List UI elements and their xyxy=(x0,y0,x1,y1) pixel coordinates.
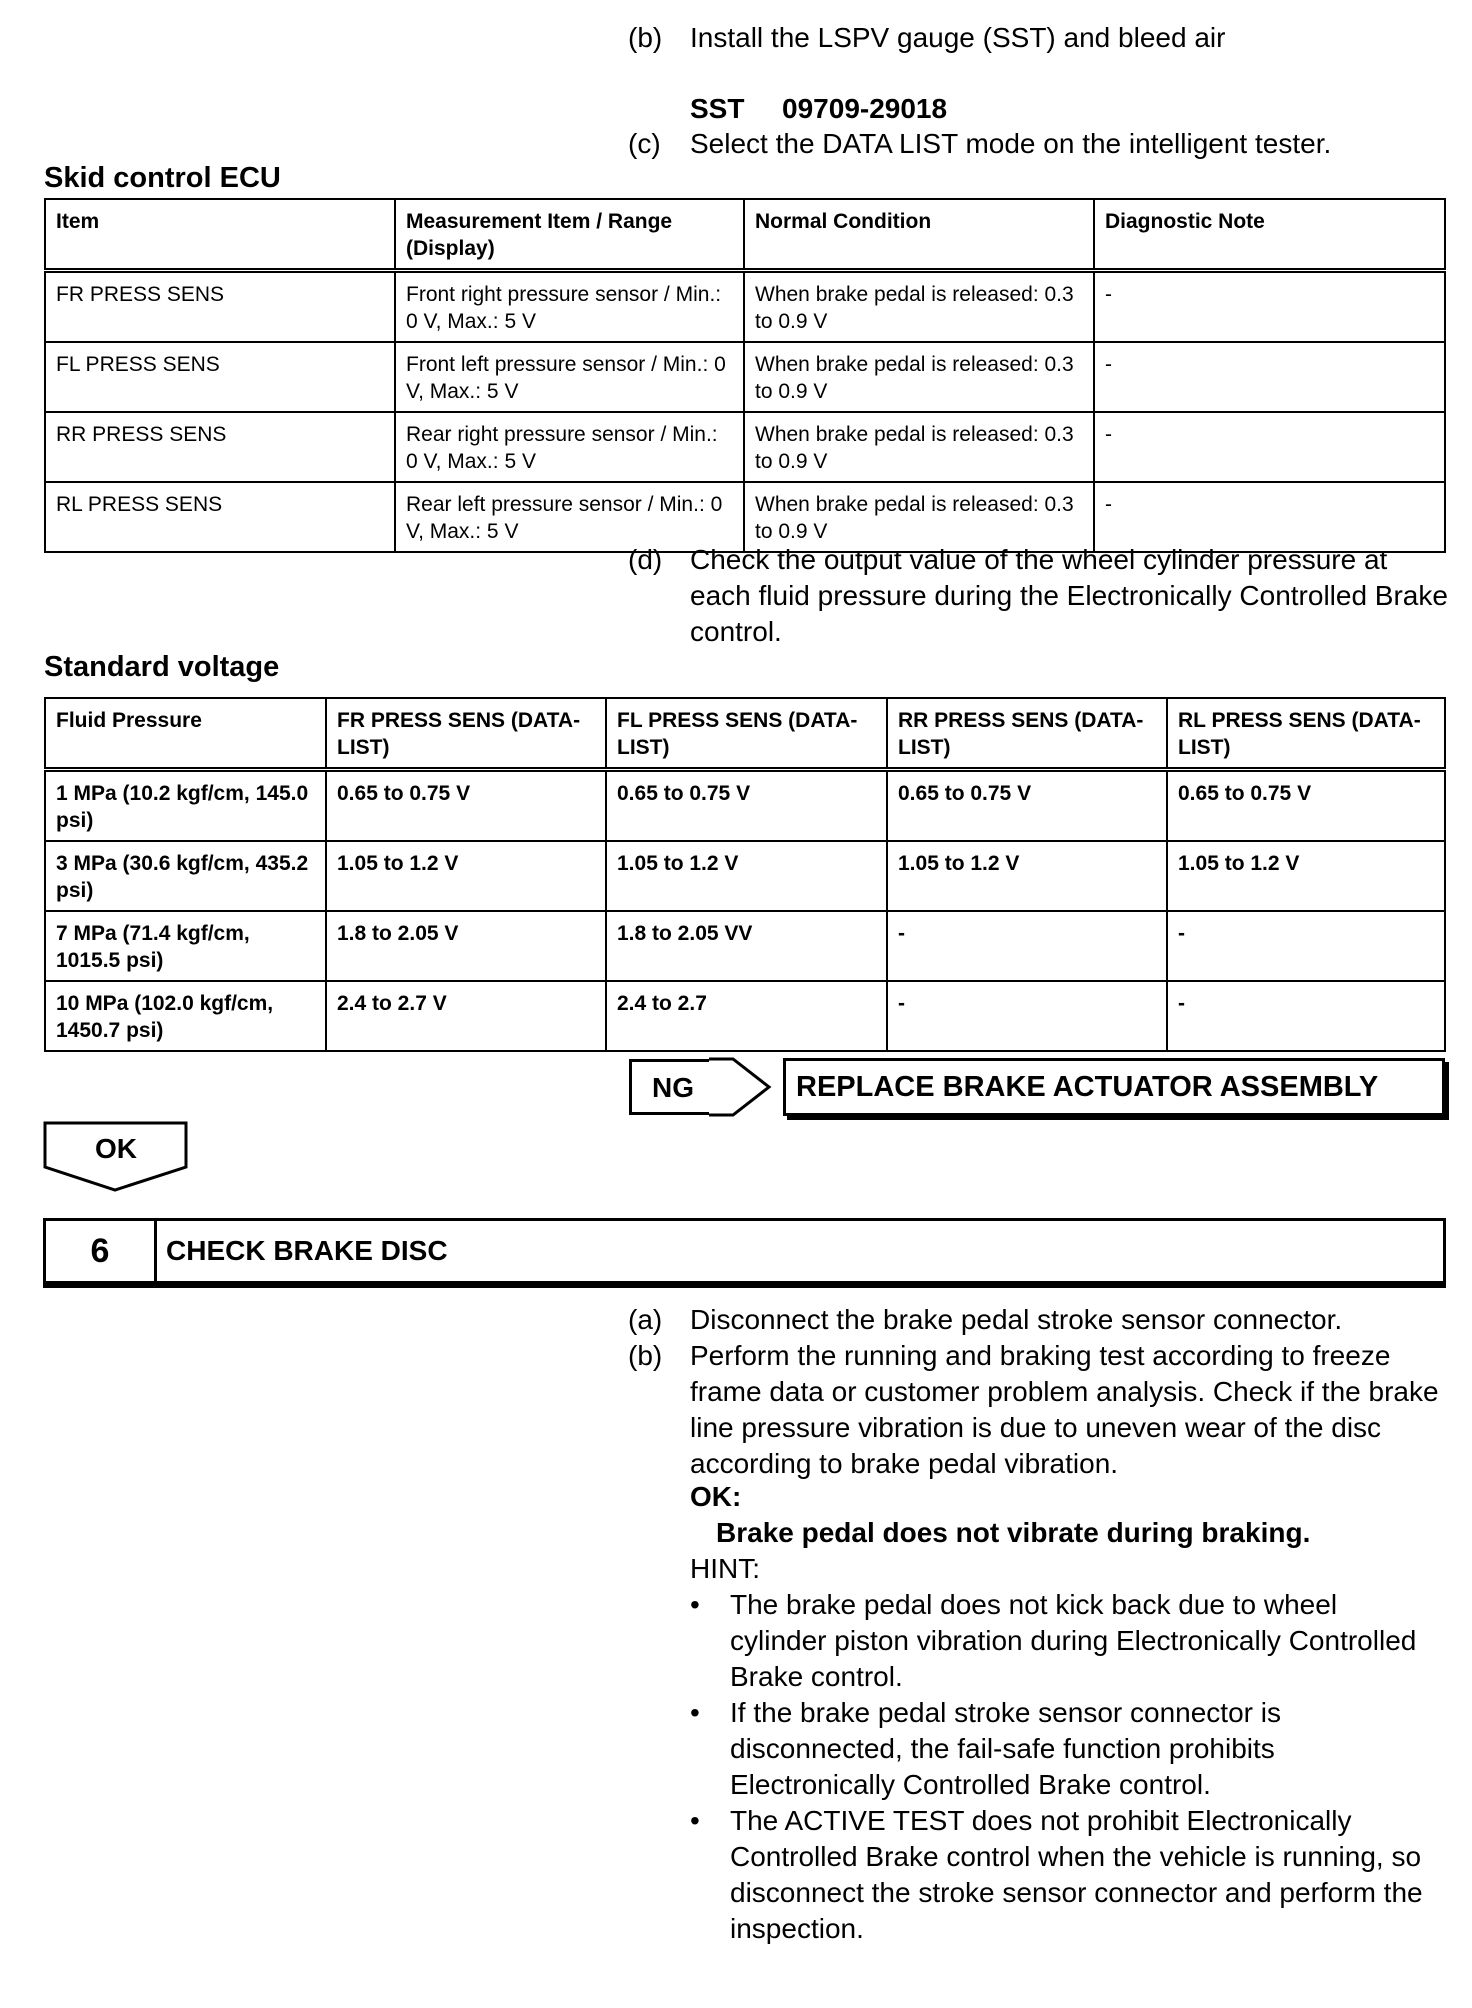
step-text: Install the LSPV gauge (SST) and bleed air xyxy=(690,22,1226,53)
step-label: (c) xyxy=(628,128,661,159)
table-cell: 1.8 to 2.05 VV xyxy=(606,911,887,981)
step-label: (a) xyxy=(628,1304,663,1335)
table-row xyxy=(45,271,1445,343)
table-cell: 1.05 to 1.2 V xyxy=(1167,841,1445,911)
table-cell: Rear right pressure sensor / Min.: 0 V, Max.: 5 V xyxy=(395,412,744,482)
table-cell: 2.4 to 2.7 xyxy=(606,981,887,1051)
hint-item xyxy=(690,1587,1450,1695)
table-cell: 3 MPa (30.6 kgf/cm, 435.2 psi) xyxy=(45,841,326,911)
column-header-rr: RR PRESS SENS (DATA-LIST) xyxy=(887,698,1167,770)
step-text: Disconnect the brake pedal stroke sensor connector. xyxy=(690,1304,1343,1335)
hint-item xyxy=(690,1695,1450,1803)
step-label: (b) xyxy=(628,1340,663,1371)
table-header-row xyxy=(45,199,1445,271)
table-row xyxy=(45,770,1445,842)
sst-number: 09709-29018 xyxy=(782,93,948,124)
table-row xyxy=(45,342,1445,412)
table-cell: When brake pedal is released: 0.3 to 0.9 V xyxy=(744,412,1094,482)
table-cell: - xyxy=(887,981,1167,1051)
table-cell: RR PRESS SENS xyxy=(45,412,395,482)
step-label: (d) xyxy=(628,544,663,575)
ok-label: OK xyxy=(95,1133,137,1164)
bullet-marker: • xyxy=(690,1697,700,1728)
table-cell: RL PRESS SENS xyxy=(45,482,395,552)
replace-label: REPLACE BRAKE ACTUATOR ASSEMBLY xyxy=(796,1071,1379,1103)
sst-line xyxy=(690,93,947,125)
table-header-row xyxy=(45,698,1445,770)
table-cell: Front right pressure sensor / Min.: 0 V, Max.: 5 V xyxy=(395,271,744,343)
ecu-data-table xyxy=(44,198,1446,553)
table-cell: 1.05 to 1.2 V xyxy=(606,841,887,911)
table-cell: - xyxy=(1094,482,1445,552)
table-cell: FL PRESS SENS xyxy=(45,342,395,412)
hint-text: The brake pedal does not kick back due to wheel cylinder piston vibration during Electronically Controlled Brake control. xyxy=(730,1589,1417,1692)
table-cell: 1 MPa (10.2 kgf/cm, 145.0 psi) xyxy=(45,770,326,842)
step-text: Perform the running and braking test according to freeze frame data or customer problem analysis. Check if the brake line pressure vibration is due to uneven wear of the disc according to brake pedal vibration. xyxy=(690,1340,1439,1479)
step6-header xyxy=(43,1218,1446,1284)
column-header-fl: FL PRESS SENS (DATA-LIST) xyxy=(606,698,887,770)
replace-action-box xyxy=(783,1058,1445,1116)
table-row xyxy=(45,412,1445,482)
voltage-table-heading: Standard voltage xyxy=(44,651,280,683)
table-cell: FR PRESS SENS xyxy=(45,271,395,343)
column-header-normal: Normal Condition xyxy=(744,199,1094,271)
table-row xyxy=(45,911,1445,981)
sst-label: SST xyxy=(690,93,745,124)
step-c-select-mode xyxy=(628,126,1448,162)
table-cell: - xyxy=(1094,271,1445,343)
column-header-item: Item xyxy=(45,199,395,271)
step-d-check-output xyxy=(628,542,1448,652)
table-cell: Rear left pressure sensor / Min.: 0 V, Max.: 5 V xyxy=(395,482,744,552)
table-cell: 0.65 to 0.75 V xyxy=(887,770,1167,842)
table-row xyxy=(45,841,1445,911)
column-header-note: Diagnostic Note xyxy=(1094,199,1445,271)
table-cell: 0.65 to 0.75 V xyxy=(326,770,606,842)
table-cell: - xyxy=(1094,342,1445,412)
column-header-fr: FR PRESS SENS (DATA-LIST) xyxy=(326,698,606,770)
step-text: Select the DATA LIST mode on the intelligent tester. xyxy=(690,128,1332,159)
voltage-data-table xyxy=(44,697,1446,1052)
table-cell: - xyxy=(887,911,1167,981)
hint-text: If the brake pedal stroke sensor connector is disconnected, the fail-safe function prohibits Electronically Controlled Brake control. xyxy=(730,1697,1281,1800)
bullet-marker: • xyxy=(690,1589,700,1620)
table-cell: 1.05 to 1.2 V xyxy=(887,841,1167,911)
table-cell: When brake pedal is released: 0.3 to 0.9 V xyxy=(744,271,1094,343)
ok-criteria-heading: OK: xyxy=(690,1481,742,1512)
ecu-table-heading: Skid control ECU xyxy=(44,162,281,194)
hint-text: The ACTIVE TEST does not prohibit Electronically Controlled Brake control when the vehicle is running, so disconnect the stroke sensor connector and perform the inspection. xyxy=(730,1805,1423,1944)
hint-label: HINT: xyxy=(690,1553,760,1584)
step-title: CHECK BRAKE DISC xyxy=(166,1235,448,1266)
table-cell: 2.4 to 2.7 V xyxy=(326,981,606,1051)
table-cell: 1.05 to 1.2 V xyxy=(326,841,606,911)
ok-criteria-text: Brake pedal does not vibrate during braking. xyxy=(716,1517,1311,1548)
column-header-rl: RL PRESS SENS (DATA-LIST) xyxy=(1167,698,1445,770)
step-label: (b) xyxy=(628,22,663,53)
table-cell: When brake pedal is released: 0.3 to 0.9 V xyxy=(744,482,1094,552)
table-cell: 1.8 to 2.05 V xyxy=(326,911,606,981)
table-cell: - xyxy=(1094,412,1445,482)
table-cell: 0.65 to 0.75 V xyxy=(1167,770,1445,842)
table-cell: 0.65 to 0.75 V xyxy=(606,770,887,842)
ng-label: NG xyxy=(652,1072,694,1103)
ng-arrow-icon xyxy=(709,1056,777,1118)
column-header-measurement: Measurement Item / Range (Display) xyxy=(395,199,744,271)
step-text: Check the output value of the wheel cylinder pressure at each fluid pressure during the Electronically Controlled Brake control. xyxy=(690,544,1448,647)
table-cell: When brake pedal is released: 0.3 to 0.9 V xyxy=(744,342,1094,412)
hint-item xyxy=(690,1803,1450,1947)
step-number: 6 xyxy=(46,1221,157,1281)
table-row xyxy=(45,981,1445,1051)
table-cell: 7 MPa (71.4 kgf/cm, 1015.5 psi) xyxy=(45,911,326,981)
table-cell: - xyxy=(1167,981,1445,1051)
table-cell: 10 MPa (102.0 kgf/cm, 1450.7 psi) xyxy=(45,981,326,1051)
step6-a xyxy=(628,1302,1448,1338)
column-header-fluid-pressure: Fluid Pressure xyxy=(45,698,326,770)
table-cell: - xyxy=(1167,911,1445,981)
step6-b xyxy=(628,1338,1448,1484)
bullet-marker: • xyxy=(690,1805,700,1836)
step-b-install-gauge xyxy=(628,20,1428,56)
table-cell: Front left pressure sensor / Min.: 0 V, Max.: 5 V xyxy=(395,342,744,412)
ng-result-box xyxy=(629,1059,711,1115)
